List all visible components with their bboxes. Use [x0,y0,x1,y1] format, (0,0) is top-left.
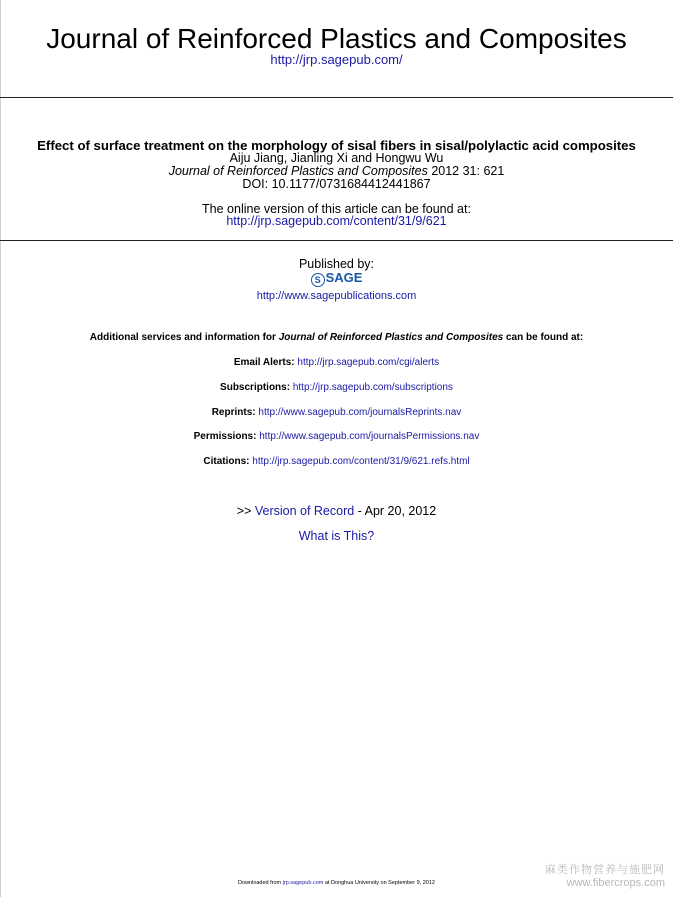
subscriptions-label: Subscriptions: [220,382,291,393]
permissions-link[interactable]: http://www.sagepub.com/journalsPermissions.nav [259,431,480,442]
permissions-label: Permissions: [193,431,257,442]
citations-link[interactable]: http://jrp.sagepub.com/content/31/9/621.refs.html [252,456,470,467]
email-alerts-label: Email Alerts: [233,357,295,368]
version-date: - Apr 20, 2012 [354,504,437,518]
middle-divider [0,240,673,241]
online-version-text: The online version of this article can be found at: [202,202,471,216]
site-watermark [545,864,665,890]
permissions-row [0,430,673,443]
services-heading [0,331,673,344]
journal-title: Journal of Reinforced Plastics and Composites [46,23,627,54]
journal-url-row [0,52,673,68]
version-row [0,504,673,519]
online-url-row [0,214,673,229]
online-version-link[interactable]: http://jrp.sagepub.com/content/31/9/621 [226,214,447,228]
downloaded-link[interactable]: jrp.sagepub.com [282,880,324,886]
version-prefix: >> [236,504,255,518]
services-heading-post: can be found at: [503,332,584,343]
reprints-link[interactable]: http://www.sagepub.com/journalsReprints.nav [258,407,462,418]
watermark-url-text: www.fibercrops.com [566,877,665,889]
page-left-border [0,0,1,897]
sage-logo-text: SAGE [325,270,363,285]
watermark-cn-text: 麻类作物营养与施肥网 [545,864,665,876]
subscriptions-link[interactable]: http://jrp.sagepub.com/subscriptions [292,382,453,393]
article-title: Effect of surface treatment on the morphology of sisal fibers in sisal/polylactic acid composites [37,138,636,153]
journal-url-link[interactable]: http://jrp.sagepub.com/ [270,52,403,67]
version-of-record-link[interactable]: Version of Record [254,504,355,518]
subscriptions-row [0,381,673,394]
top-divider [0,97,673,98]
reprints-row [0,406,673,419]
services-heading-journal: Journal of Reinforced Plastics and Composites [278,332,504,343]
downloaded-pre: Downloaded from [238,880,283,886]
email-alerts-link[interactable]: http://jrp.sagepub.com/cgi/alerts [297,357,440,368]
publisher-url-row [0,289,673,303]
what-is-this-link[interactable]: What is This? [298,529,375,543]
sage-logo-icon: S [311,273,325,287]
published-by-label: Published by: [298,257,375,271]
what-is-this-row [0,529,673,544]
article-doi: DOI: 10.1177/0731684412441867 [242,177,431,191]
citations-label: Citations: [203,456,250,467]
article-authors: Aiju Jiang, Jianling Xi and Hongwu Wu [229,151,444,165]
reprints-label: Reprints: [211,407,256,418]
sage-logo [0,270,673,287]
email-alerts-row [0,356,673,369]
citations-row [0,455,673,468]
citation-journal: Journal of Reinforced Plastics and Composites [168,164,428,178]
citation-volume: 2012 31: 621 [427,164,505,178]
downloaded-post: at Donghua University on September 9, 2012 [323,880,435,886]
services-heading-pre: Additional services and information for [89,332,279,343]
publisher-url-link[interactable]: http://www.sagepublications.com [256,290,417,302]
